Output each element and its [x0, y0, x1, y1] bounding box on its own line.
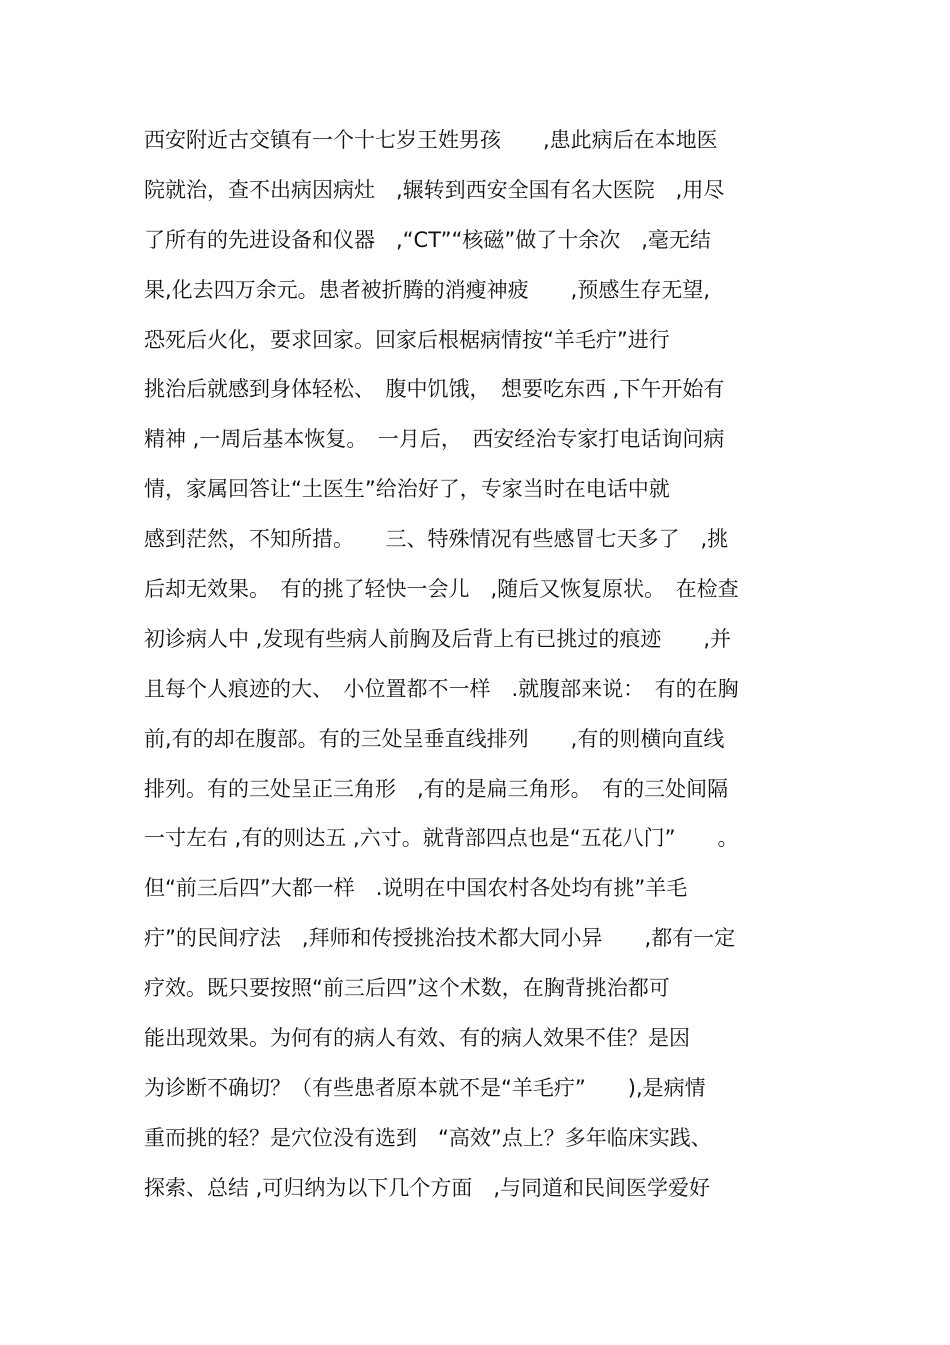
text-line: 初诊病人中 ,发现有些病人前胸及后背上有已挑过的痕迹 ,并	[144, 626, 732, 651]
text-line: 疔”的民间疗法 ,拜师和传授挑治技术都大同小异 ,都有一定	[144, 926, 736, 951]
text-line: 情，家属回答让“土医生”给治好了，专家当时在电话中就	[144, 477, 670, 502]
text-line: 重而挑的轻？是穴位没有选到 “高效”点上？多年临床实践、	[144, 1125, 712, 1150]
text-line: 了所有的先进设备和仪器 ,“CT”“核磁”做了十余次 ,毫无结	[144, 227, 711, 252]
text-line: 恐死后火化，要求回家。回家后根椐病情按“羊毛疔”进行	[144, 327, 670, 352]
document-body	[144, 122, 809, 1220]
text-line: 感到茫然，不知所措。 三、特殊情况有些感冒七天多了 ,挑	[144, 527, 729, 552]
text-line: 疗效。既只要按照“前三后四”这个术数，在胸背挑治都可	[144, 976, 670, 1001]
text-line: 且每个人痕迹的大、 小位置都不一样 .就腹部来说： 有的在胸	[144, 676, 739, 701]
text-line: 探索、总结 ,可归纳为以下几个方面 ,与同道和民间医学爱好	[144, 1175, 711, 1200]
text-line: 西安附近古交镇有一个十七岁王姓男孩 ,患此病后在本地医	[144, 128, 718, 152]
text-line: 能出现效果。为何有的病人有效、有的病人效果不佳？是因	[144, 1026, 690, 1051]
text-line: 为诊断不确切？（有些患者原本就不是“羊毛疔” ),是病情	[144, 1075, 706, 1100]
text-line: 一寸左右 ,有的则达五 ,六寸。就背部四点也是“五花八门” 。	[144, 826, 739, 851]
text-line: 院就治，查不出病因病灶 ,辗转到西安全国有名大医院 ,用尽	[144, 177, 725, 202]
text-line: 前,有的却在腹部。有的三处呈垂直线排列 ,有的则横向直线	[144, 726, 725, 751]
text-line: 排列。有的三处呈正三角形 ,有的是扁三角形。 有的三处间隔	[144, 776, 729, 801]
text-line: 后却无效果。 有的挑了轻快一会儿 ,随后又恢复原状。 在检查	[144, 577, 739, 602]
text-line: 挑治后就感到身体轻松、 腹中饥饿， 想要吃东西 ,下午开始有	[144, 377, 725, 402]
text-line: 但“前三后四”大都一样 .说明在中国农村各处均有挑”羊毛	[144, 876, 688, 901]
text-line: 果,化去四万余元。患者被折腾的消瘦神疲 ,预感生存无望,	[144, 277, 711, 302]
text-line: 精神 ,一周后基本恢复。 一月后， 西安经治专家打电话询问病	[144, 427, 725, 452]
